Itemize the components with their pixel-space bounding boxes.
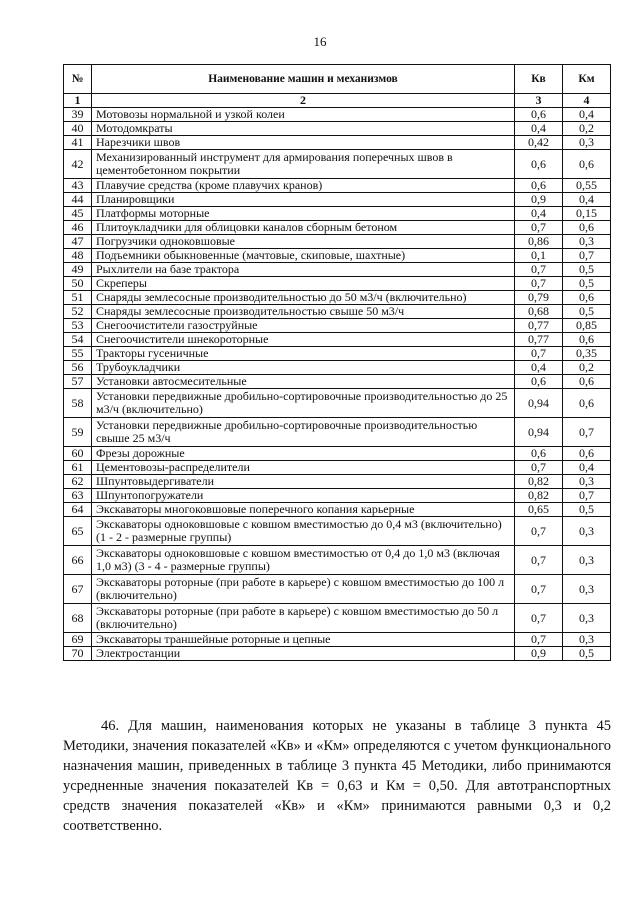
machine-name: Электростанции (92, 647, 515, 661)
table-row (64, 179, 611, 193)
kv-value: 0,77 (515, 319, 563, 333)
kv-value: 0,42 (515, 136, 563, 150)
kv-value: 0,7 (515, 633, 563, 647)
kv-value: 0,7 (515, 517, 563, 546)
machine-name: Трубоукладчики (92, 361, 515, 375)
table-row (64, 604, 611, 633)
row-number: 67 (64, 575, 92, 604)
kv-value: 0,1 (515, 249, 563, 263)
kv-value: 0,68 (515, 305, 563, 319)
machine-name: Шпунтовыдергиватели (92, 475, 515, 489)
km-value: 0,5 (563, 503, 611, 517)
row-number: 68 (64, 604, 92, 633)
machine-name: Экскаваторы одноковшовые с ковшом вместимостью от 0,4 до 1,0 м3 (включая 1,0 м3) (3 - 4 - размерные группы) (92, 546, 515, 575)
km-value: 0,6 (563, 389, 611, 418)
row-number: 43 (64, 179, 92, 193)
km-value: 0,2 (563, 122, 611, 136)
row-number: 54 (64, 333, 92, 347)
machine-name: Тракторы гусеничные (92, 347, 515, 361)
km-value: 0,3 (563, 604, 611, 633)
row-number: 39 (64, 108, 92, 122)
machine-name: Установки передвижные дробильно-сортировочные производительностью до 25 м3/ч (включительно) (92, 389, 515, 418)
km-value: 0,6 (563, 221, 611, 235)
machine-name: Шпунтопогружатели (92, 489, 515, 503)
table-row (64, 319, 611, 333)
kv-value: 0,77 (515, 333, 563, 347)
kv-value: 0,4 (515, 207, 563, 221)
machine-name: Плавучие средства (кроме плавучих кранов) (92, 179, 515, 193)
row-number: 70 (64, 647, 92, 661)
machine-name: Рыхлители на базе трактора (92, 263, 515, 277)
kv-value: 0,82 (515, 475, 563, 489)
machine-name: Экскаваторы траншейные роторные и цепные (92, 633, 515, 647)
row-number: 65 (64, 517, 92, 546)
row-number: 48 (64, 249, 92, 263)
kv-value: 0,7 (515, 546, 563, 575)
row-number: 40 (64, 122, 92, 136)
kv-value: 0,94 (515, 418, 563, 447)
machine-name: Установки передвижные дробильно-сортировочные производительностью свыше 25 м3/ч (92, 418, 515, 447)
km-value: 0,6 (563, 447, 611, 461)
km-value: 0,4 (563, 193, 611, 207)
kv-value: 0,7 (515, 263, 563, 277)
kv-value: 0,79 (515, 291, 563, 305)
column-numbers-row (64, 94, 611, 108)
table-row (64, 249, 611, 263)
row-number: 52 (64, 305, 92, 319)
km-value: 0,7 (563, 489, 611, 503)
machine-name: Мотовозы нормальной и узкой колеи (92, 108, 515, 122)
km-value: 0,5 (563, 647, 611, 661)
row-number: 61 (64, 461, 92, 475)
machine-name: Платформы моторные (92, 207, 515, 221)
column-number: 2 (92, 94, 515, 108)
table-row (64, 122, 611, 136)
table-row (64, 633, 611, 647)
machine-name: Плитоукладчики для облицовки каналов сборным бетоном (92, 221, 515, 235)
column-number: 4 (563, 94, 611, 108)
table-row (64, 461, 611, 475)
row-number: 45 (64, 207, 92, 221)
row-number: 42 (64, 150, 92, 179)
row-number: 46 (64, 221, 92, 235)
machine-name: Снегоочистители шнекороторные (92, 333, 515, 347)
kv-value: 0,4 (515, 122, 563, 136)
machine-name: Мотодомкраты (92, 122, 515, 136)
table-row (64, 108, 611, 122)
machine-name: Нарезчики швов (92, 136, 515, 150)
kv-value: 0,6 (515, 447, 563, 461)
kv-value: 0,6 (515, 108, 563, 122)
km-value: 0,3 (563, 235, 611, 249)
table-row (64, 263, 611, 277)
machine-name: Подъемники обыкновенные (мачтовые, скиповые, шахтные) (92, 249, 515, 263)
table-row (64, 489, 611, 503)
row-number: 63 (64, 489, 92, 503)
km-value: 0,55 (563, 179, 611, 193)
machine-name: Снегоочистители газоструйные (92, 319, 515, 333)
km-value: 0,5 (563, 263, 611, 277)
kv-value: 0,7 (515, 347, 563, 361)
row-number: 59 (64, 418, 92, 447)
machine-name: Экскаваторы одноковшовые с ковшом вместимостью до 0,4 м3 (включительно) (1 - 2 - размерные группы) (92, 517, 515, 546)
table-row (64, 475, 611, 489)
machine-name: Скреперы (92, 277, 515, 291)
km-value: 0,6 (563, 150, 611, 179)
row-number: 55 (64, 347, 92, 361)
km-value: 0,2 (563, 361, 611, 375)
km-value: 0,4 (563, 461, 611, 475)
km-value: 0,6 (563, 375, 611, 389)
kv-value: 0,7 (515, 277, 563, 291)
table-header-row (64, 65, 611, 94)
kv-value: 0,7 (515, 604, 563, 633)
table-row (64, 361, 611, 375)
km-value: 0,3 (563, 575, 611, 604)
row-number: 62 (64, 475, 92, 489)
header-num: № (64, 65, 92, 94)
row-number: 57 (64, 375, 92, 389)
row-number: 60 (64, 447, 92, 461)
kv-value: 0,94 (515, 389, 563, 418)
kv-value: 0,82 (515, 489, 563, 503)
table-row (64, 277, 611, 291)
column-number: 3 (515, 94, 563, 108)
km-value: 0,7 (563, 249, 611, 263)
km-value: 0,6 (563, 333, 611, 347)
km-value: 0,15 (563, 207, 611, 221)
km-value: 0,3 (563, 546, 611, 575)
paragraph-text: 46. Для машин, наименования которых не указаны в таблице 3 пункта 45 Методики, значения показателей «Кв» и «Км» определяются с учетом функционального назначения машин, приведенных в таблице 3 пункта 45 Методики, либо принимаются усредненные значения показателей Кв = 0,63 и Км = 0,50. Для автотранспортных средств значения показателей «Кв» и «Км» принимаются равными 0,3 и 0,2 соответственно. (63, 718, 611, 834)
table-row (64, 193, 611, 207)
km-value: 0,5 (563, 277, 611, 291)
table-row (64, 389, 611, 418)
page-number: 16 (313, 34, 327, 49)
machine-name: Снаряды землесосные производительностью свыше 50 м3/ч (92, 305, 515, 319)
kv-value: 0,6 (515, 375, 563, 389)
row-number: 53 (64, 319, 92, 333)
kv-value: 0,65 (515, 503, 563, 517)
table-row (64, 305, 611, 319)
header-kv: Кв (515, 65, 563, 94)
table-row (64, 221, 611, 235)
row-number: 44 (64, 193, 92, 207)
table-row (64, 235, 611, 249)
machine-name: Механизированный инструмент для армирования поперечных швов в цементобетонном покрытии (92, 150, 515, 179)
table-row (64, 647, 611, 661)
table-row (64, 150, 611, 179)
row-number: 64 (64, 503, 92, 517)
machine-name: Снаряды землесосные производительностью до 50 м3/ч (включительно) (92, 291, 515, 305)
machine-name: Экскаваторы роторные (при работе в карьере) с ковшом вместимостью до 50 л (включительно) (92, 604, 515, 633)
row-number: 47 (64, 235, 92, 249)
table-row (64, 207, 611, 221)
table-row (64, 517, 611, 546)
paragraph-46 (63, 716, 611, 836)
kv-value: 0,7 (515, 575, 563, 604)
table-row (64, 447, 611, 461)
km-value: 0,5 (563, 305, 611, 319)
machine-name: Погрузчики одноковшовые (92, 235, 515, 249)
table-row (64, 333, 611, 347)
table-row (64, 503, 611, 517)
km-value: 0,7 (563, 418, 611, 447)
km-value: 0,4 (563, 108, 611, 122)
header-km: Км (563, 65, 611, 94)
machine-name: Цементовозы-распределители (92, 461, 515, 475)
km-value: 0,6 (563, 291, 611, 305)
column-number: 1 (64, 94, 92, 108)
row-number: 56 (64, 361, 92, 375)
table-row (64, 291, 611, 305)
km-value: 0,3 (563, 475, 611, 489)
table-row (64, 347, 611, 361)
row-number: 69 (64, 633, 92, 647)
kv-value: 0,9 (515, 193, 563, 207)
kv-value: 0,4 (515, 361, 563, 375)
km-value: 0,3 (563, 136, 611, 150)
table-row (64, 418, 611, 447)
machines-table (63, 64, 611, 661)
km-value: 0,85 (563, 319, 611, 333)
machine-name: Экскаваторы роторные (при работе в карьере) с ковшом вместимостью до 100 л (включительно) (92, 575, 515, 604)
km-value: 0,3 (563, 633, 611, 647)
table-row (64, 546, 611, 575)
row-number: 41 (64, 136, 92, 150)
kv-value: 0,7 (515, 461, 563, 475)
kv-value: 0,6 (515, 150, 563, 179)
row-number: 49 (64, 263, 92, 277)
row-number: 58 (64, 389, 92, 418)
table-row (64, 375, 611, 389)
row-number: 50 (64, 277, 92, 291)
machine-name: Планировщики (92, 193, 515, 207)
row-number: 66 (64, 546, 92, 575)
table-row (64, 575, 611, 604)
machine-name: Установки автосмесительные (92, 375, 515, 389)
kv-value: 0,9 (515, 647, 563, 661)
km-value: 0,35 (563, 347, 611, 361)
table-body (64, 108, 611, 661)
kv-value: 0,6 (515, 179, 563, 193)
km-value: 0,3 (563, 517, 611, 546)
kv-value: 0,7 (515, 221, 563, 235)
row-number: 51 (64, 291, 92, 305)
machine-name: Экскаваторы многоковшовые поперечного копания карьерные (92, 503, 515, 517)
kv-value: 0,86 (515, 235, 563, 249)
table-row (64, 136, 611, 150)
header-name: Наименование машин и механизмов (92, 65, 515, 94)
machine-name: Фрезы дорожные (92, 447, 515, 461)
